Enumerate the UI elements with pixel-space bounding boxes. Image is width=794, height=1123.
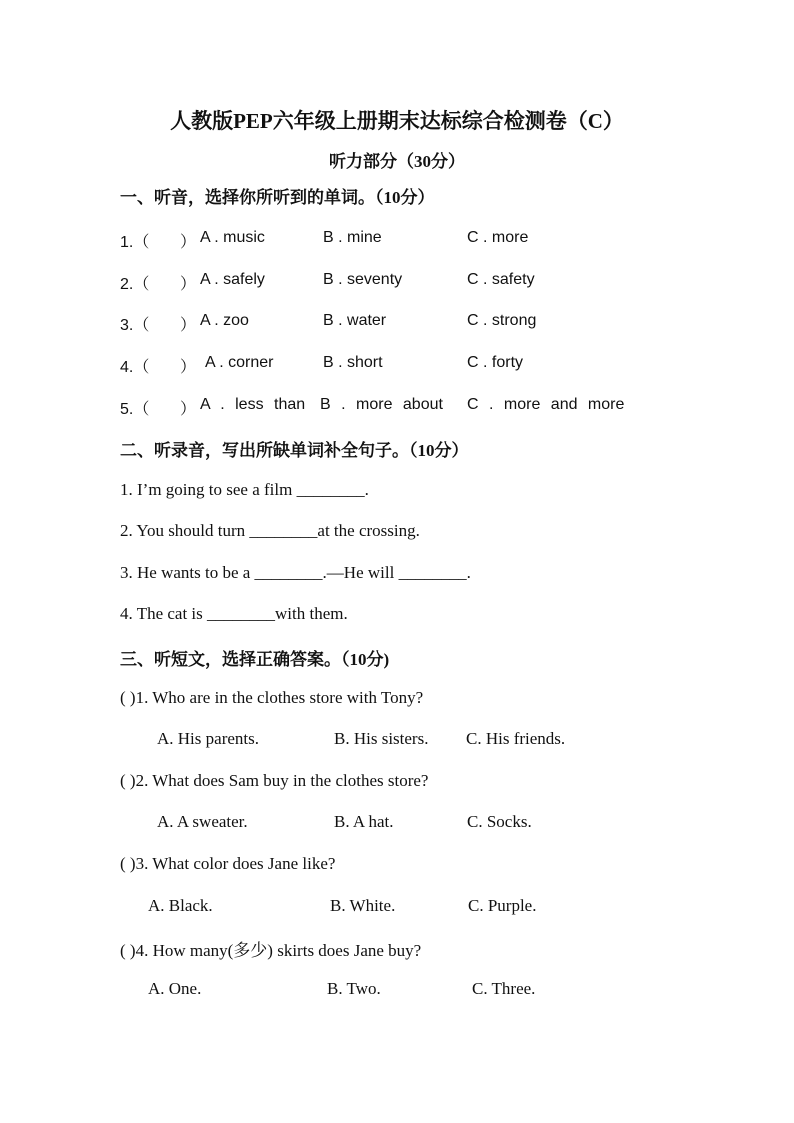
option-c: C. Socks. [467, 812, 532, 831]
list-item: 3. He wants to be a ________.—He will ________. [120, 563, 471, 582]
item-number: 2.（ [120, 276, 150, 293]
option-b: B . short [323, 354, 383, 371]
option-b: B . seventy [323, 271, 403, 288]
item-paren-close: ） [180, 359, 197, 376]
option-c: C . more and more [467, 396, 625, 413]
option-a: A. Black. [148, 896, 213, 915]
item-number: 1.（ [120, 234, 150, 251]
option-b: B . mine [323, 229, 382, 246]
item-paren-close: ） [180, 317, 197, 334]
option-c: C . forty [467, 354, 524, 371]
question-text: ( )2. What does Sam buy in the clothes store? [120, 771, 429, 790]
item-number: 4.（ [120, 359, 150, 376]
option-b: B. White. [330, 896, 396, 915]
item-paren-close: ） [180, 234, 197, 251]
option-a: A. One. [148, 979, 202, 998]
question-text: ( )4. How many(多少) skirts does Jane buy? [120, 941, 422, 960]
option-c: C . strong [467, 312, 537, 329]
section-2-heading: 二、听录音，写出所缺单词补全句子。（10分） [120, 441, 469, 460]
option-a: A . safely [200, 271, 265, 288]
option-c: C . more [467, 229, 529, 246]
section-3-heading: 三、听短文，选择正确答案。（10分) [120, 650, 390, 669]
option-c: C. Purple. [468, 896, 537, 915]
item-number: 5.（ [120, 401, 150, 418]
option-c: C. His friends. [466, 729, 566, 748]
list-item: 1. I’m going to see a film ________. [120, 480, 369, 499]
option-a: A . zoo [200, 312, 249, 329]
option-a: A. A sweater. [157, 812, 248, 831]
list-item: 4. The cat is ________with them. [120, 604, 348, 623]
item-number: 3.（ [120, 317, 150, 334]
option-a: A . music [200, 229, 265, 246]
list-item: 2. You should turn ________at the crossing. [120, 521, 420, 540]
item-paren-close: ） [180, 401, 197, 418]
option-a: A. His parents. [157, 729, 259, 748]
option-a: A . corner [205, 354, 274, 371]
page-title: 人教版PEP六年级上册期末达标综合检测卷（C） [170, 109, 624, 133]
listening-part-heading: 听力部分（30分） [329, 152, 465, 171]
option-b: B . water [323, 312, 387, 329]
option-a: A . less than [200, 396, 306, 413]
option-b: B. Two. [327, 979, 381, 998]
option-c: C . safety [467, 271, 535, 288]
option-b: B. A hat. [334, 812, 394, 831]
question-text: ( )1. Who are in the clothes store with Tony? [120, 688, 424, 707]
item-paren-close: ） [180, 276, 197, 293]
question-text: ( )3. What color does Jane like? [120, 854, 336, 873]
option-b: B. His sisters. [334, 729, 429, 748]
section-1-heading: 一、听音，选择你所听到的单词。（10分） [120, 188, 435, 207]
option-c: C. Three. [472, 979, 536, 998]
option-b: B . more about [320, 396, 443, 413]
